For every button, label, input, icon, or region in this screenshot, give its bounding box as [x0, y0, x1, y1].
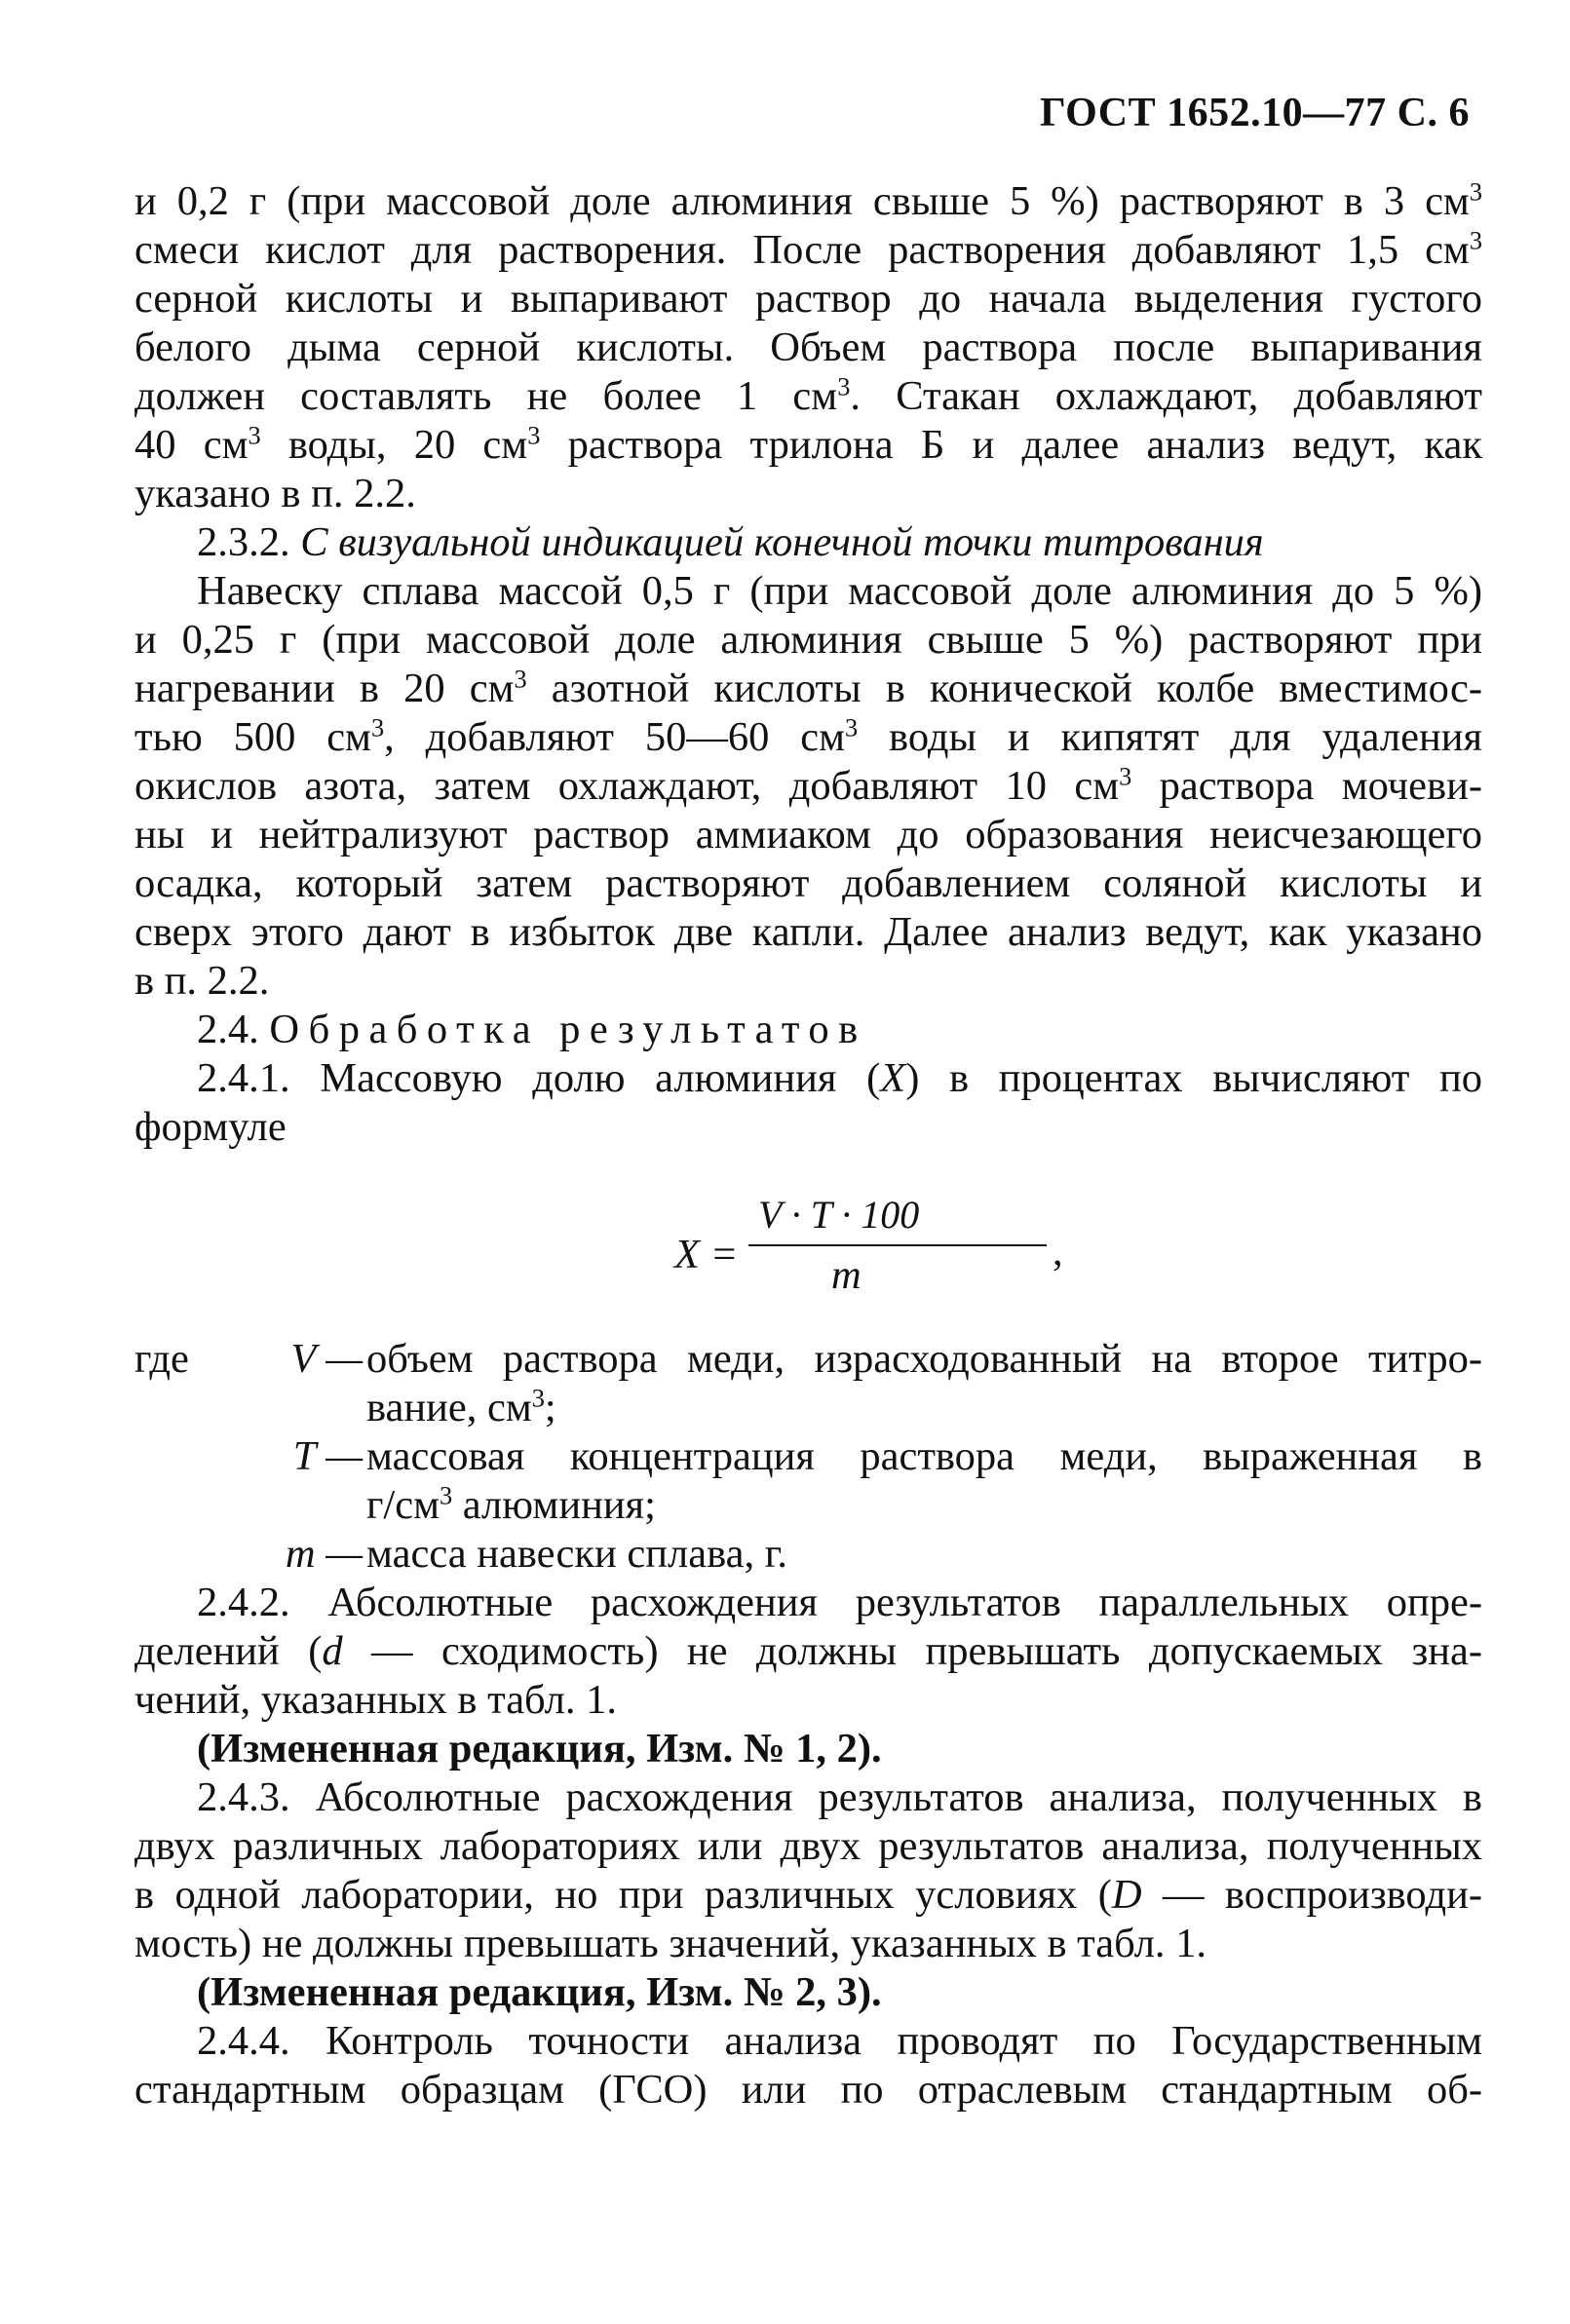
text-fragment: и 0,2 г (при массовой доле алюминия свыше 5 %) растворяют в 3 см — [134, 178, 1470, 224]
definition-text: масса навески сплава, г. — [366, 1531, 787, 1577]
where-label-spacer — [134, 1432, 259, 1481]
text-line: чений, указанных в табл. 1. — [134, 1677, 617, 1723]
formula-denominator: m — [831, 1252, 862, 1298]
superscript: 3 — [514, 665, 527, 694]
text-fragment: — сходимость) не должны превышать допускаемых зна- — [342, 1628, 1482, 1674]
text-line — [134, 1871, 1482, 1920]
text-fragment: тью 500 см — [134, 714, 371, 760]
superscript: 3 — [1119, 762, 1132, 791]
text-line: ны и нейтрализуют раствор аммиаком до образования неисчезающего — [134, 812, 1482, 857]
formula-lhs: X = — [674, 1232, 739, 1277]
superscript: 3 — [845, 713, 859, 743]
definition-text: объем раствора меди, израсходованный на второе титро- — [366, 1336, 1482, 1382]
section-heading-2-3-2 — [134, 518, 1482, 567]
text-fragment: — воспроизводи- — [1141, 1872, 1482, 1918]
definition-t — [134, 1432, 1482, 1481]
text-line: указано в п. 2.2. — [134, 471, 416, 516]
text-fragment: азотной кислоты в конической колбе вместимос- — [526, 666, 1482, 711]
definition-continuation — [134, 1481, 1482, 1530]
variable: X — [880, 1055, 906, 1101]
text-fragment: алюминия; — [452, 1482, 656, 1528]
text-fragment: в одной лаборатории, но при различных условиях ( — [134, 1872, 1112, 1918]
formula-comma: , — [1053, 1229, 1063, 1275]
text-fragment: смеси кислот для растворения. После растворения добавляют 1,5 см — [134, 227, 1470, 273]
definition-text: массовая концентрация раствора меди, выраженная в — [366, 1433, 1482, 1479]
amendment-note: (Измененная редакция, Изм. № 1, 2). — [197, 1726, 882, 1772]
document-body — [134, 177, 1482, 2114]
text-fragment: раствора трилона Б и далее анализ ведут, как — [540, 422, 1482, 468]
text-line: осадка, который затем растворяют добавлением соляной кислоты и — [134, 860, 1482, 906]
text-line: формуле — [134, 1104, 287, 1150]
text-fragment: делений ( — [134, 1628, 323, 1674]
text-line: 2.4.2. Абсолютные расхождения результатов параллельных опре- — [197, 1580, 1482, 1625]
text-fragment: воды, 20 см — [260, 422, 528, 468]
definition-symbol: V — — [290, 1336, 363, 1382]
text-line — [134, 762, 1482, 811]
variable: D — [1111, 1872, 1142, 1918]
text-line — [134, 421, 1482, 470]
text-fragment: вание, см — [366, 1385, 532, 1430]
text-line — [134, 1054, 1482, 1103]
text-line: в п. 2.2. — [134, 958, 270, 1004]
definition-continuation — [134, 1384, 1482, 1432]
definition-symbol: T — — [292, 1433, 363, 1479]
superscript: 3 — [1469, 226, 1482, 255]
text-fragment: . Стакан охлаждают, добавляют — [850, 373, 1482, 419]
text-fragment: ) в процентах вычисляют по — [905, 1055, 1482, 1101]
section-number: 2.3.2. — [197, 519, 301, 565]
superscript: 3 — [1469, 177, 1482, 207]
text-line — [134, 226, 1482, 275]
fraction-bar — [748, 1244, 1047, 1246]
amendment-note: (Измененная редакция, Изм. № 2, 3). — [197, 1969, 882, 2015]
text-line: серной кислоты и выпаривают раствор до начала выделения густого — [134, 276, 1482, 322]
text-line — [134, 177, 1482, 226]
text-line: стандартным образцам (ГСО) или по отраслевым стандартным об- — [134, 2067, 1482, 2113]
text-line: и 0,25 г (при массовой доле алюминия свыше 5 %) растворяют при — [134, 617, 1482, 663]
superscript: 3 — [248, 421, 261, 450]
text-line: сверх этого дают в избыток две капли. Далее анализ ведут, как указано — [134, 909, 1482, 955]
text-fragment: окислов азота, затем охлаждают, добавляют 10 см — [134, 763, 1120, 809]
superscript: 3 — [527, 421, 541, 450]
text-line — [134, 372, 1482, 421]
superscript: 3 — [837, 372, 851, 401]
text-line — [134, 665, 1482, 713]
text-fragment: воды и кипятят для удаления — [858, 714, 1482, 760]
page-header: ГОСТ 1652.10—77 С. 6 — [1039, 91, 1470, 135]
text-fragment: , добавляют 50—60 см — [384, 714, 846, 760]
section-title: С визуальной индикацией конечной точки титрования — [300, 519, 1264, 565]
text-line — [134, 713, 1482, 762]
text-fragment: г/см — [366, 1482, 440, 1528]
formula-numerator: V · T · 100 — [758, 1193, 920, 1237]
text-fragment: нагревании в 20 см — [134, 666, 515, 711]
text-line: белого дыма серной кислоты. Объем раствора после выпаривания — [134, 324, 1482, 370]
text-line: мость) не должны превышать значений, указанных в табл. 1. — [134, 1921, 1207, 1966]
text-fragment: 2.4.1. Массовую долю алюминия ( — [197, 1055, 881, 1101]
section-title: Обработка результатов — [269, 1007, 867, 1052]
formula — [134, 1187, 1482, 1335]
section-heading-2-4 — [134, 1006, 1482, 1054]
text-fragment: 40 см — [134, 422, 249, 468]
text-line — [134, 1627, 1482, 1676]
definition-symbol: m — — [285, 1531, 363, 1577]
text-line: двух различных лабораториях или двух результатов анализа, полученных — [134, 1823, 1482, 1869]
text-fragment: ; — [544, 1385, 556, 1430]
superscript: 3 — [531, 1384, 545, 1413]
where-label: где — [134, 1336, 189, 1382]
text-fragment: раствора мочеви- — [1131, 763, 1483, 809]
text-line: 2.4.3. Абсолютные расхождения результатов анализа, полученных в — [197, 1774, 1482, 1820]
where-label-spacer — [134, 1530, 259, 1579]
text-fragment: должен составлять не более 1 см — [134, 373, 838, 419]
variable: d — [322, 1628, 343, 1674]
text-line: Навеску сплава массой 0,5 г (при массовой доле алюминия до 5 %) — [197, 568, 1482, 614]
superscript: 3 — [440, 1481, 453, 1510]
section-number: 2.4. — [197, 1007, 270, 1052]
text-line: 2.4.4. Контроль точности анализа проводят по Государственным — [197, 2018, 1482, 2064]
definition-m — [134, 1530, 1482, 1579]
definition-v — [134, 1335, 1482, 1384]
superscript: 3 — [370, 713, 385, 743]
